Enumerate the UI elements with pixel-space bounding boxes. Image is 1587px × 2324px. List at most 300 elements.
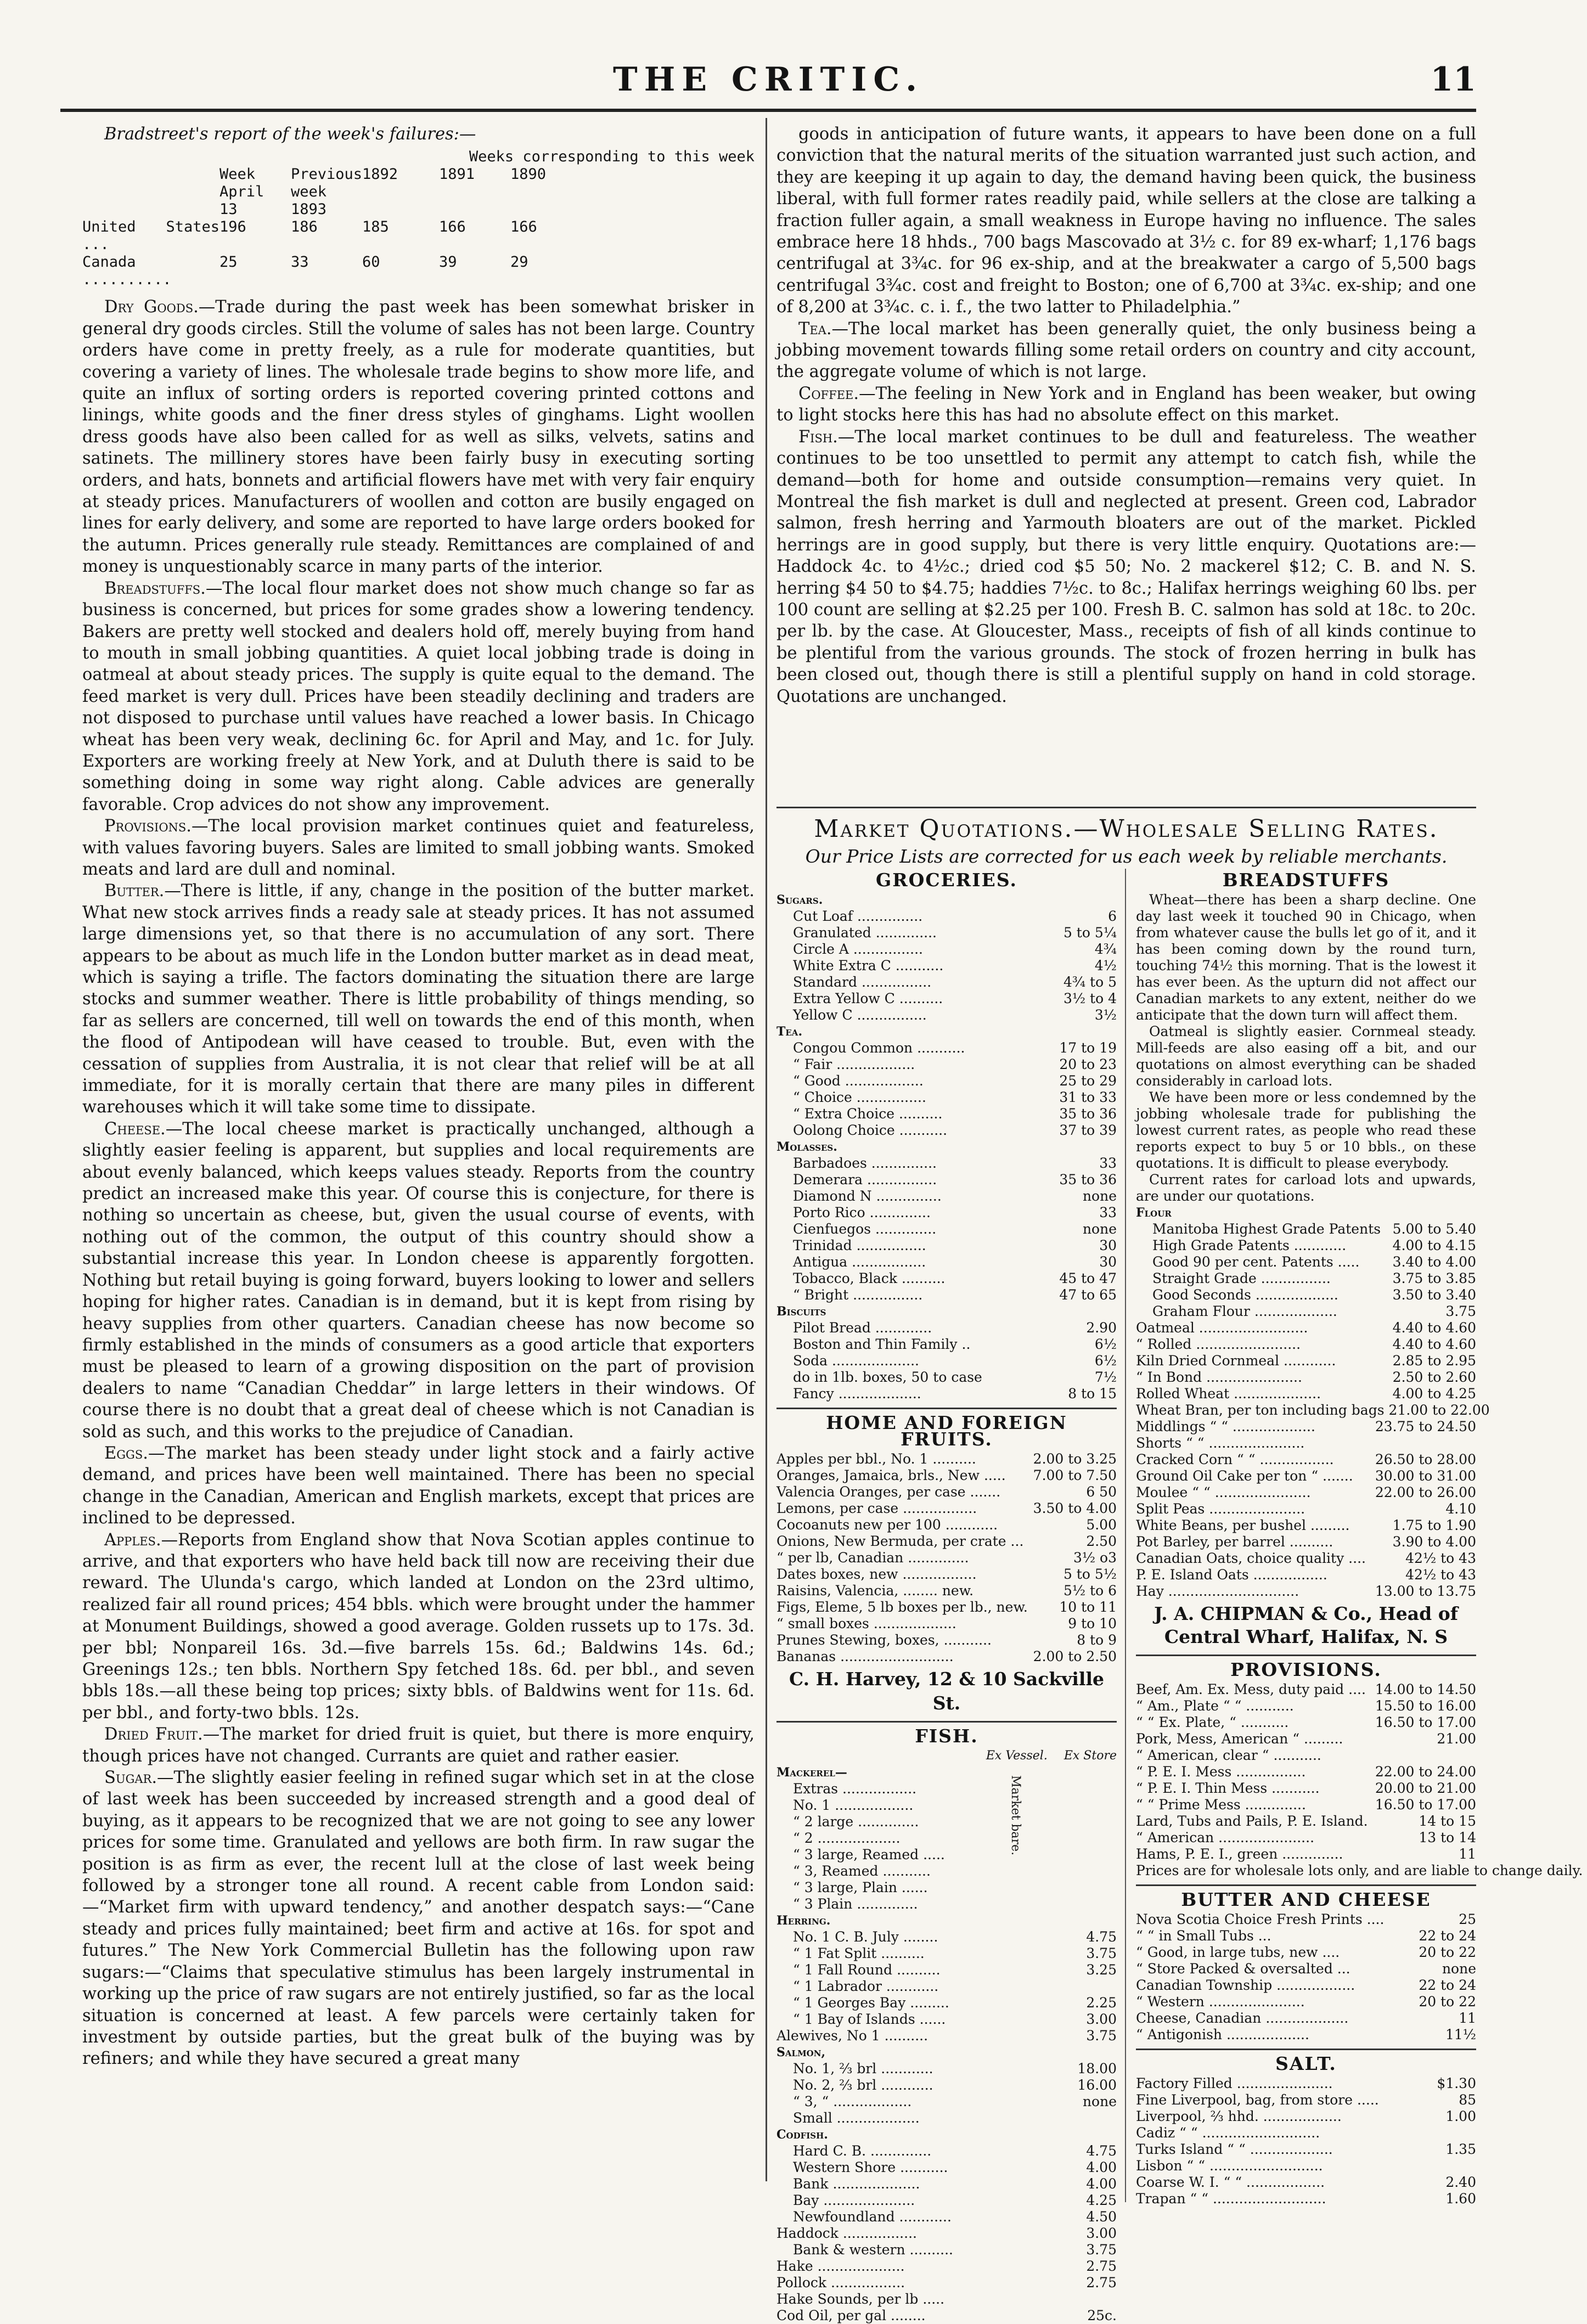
grocery-item: Oolong Choice ........... [793, 1122, 948, 1138]
fish-item: “ 3, Reamed ........... [793, 1863, 931, 1879]
grocery-price: 47 to 65 [1059, 1287, 1117, 1303]
breadstuff-item: High Grade Patents ............ [1152, 1237, 1347, 1253]
fish-price: 4.00 [1086, 2159, 1117, 2175]
provision-item: “ American ...................... [1136, 1830, 1315, 1845]
fruit-row [776, 1467, 1117, 1484]
quotation-right-column [1136, 869, 1583, 2207]
article-paragraph [82, 1443, 755, 1529]
grocery-price: 4¾ to 5 [1063, 974, 1117, 990]
grocery-price: 25 to 29 [1059, 1073, 1117, 1089]
fruit-item: Lemons, per case ................. [776, 1500, 977, 1516]
fish-price [1112, 1863, 1117, 1880]
grocery-row [776, 1386, 1117, 1402]
fruit-item: Raisins, Valencia, ........ new. [776, 1583, 974, 1599]
article-paragraph [776, 383, 1476, 426]
fruit-price: 6 50 [1086, 1484, 1117, 1500]
fish-row [776, 2192, 1117, 2209]
fish-price: 2.75 [1086, 2258, 1117, 2274]
fruit-price: 3.50 to 4.00 [1033, 1500, 1117, 1516]
salt-row [1136, 2075, 1476, 2092]
grocery-item: Granulated .............. [793, 925, 937, 941]
butter-cheese-row [1136, 1977, 1476, 1994]
fruit-item: Cocoanuts new per 100 ............ [776, 1517, 998, 1533]
grocery-price: 5 to 5¼ [1063, 925, 1117, 941]
breadstuff-row [1136, 1303, 1476, 1320]
grocery-row [776, 1320, 1117, 1336]
fish-item: No. 2, ⅔ brl ............ [793, 2077, 933, 2093]
grocery-row [776, 1287, 1117, 1303]
fish-row [776, 1814, 1117, 1830]
failures-intro: Bradstreet's report of the week's failures:— [104, 125, 476, 144]
butter-cheese-item: “ Western ...................... [1136, 1994, 1305, 2010]
breadstuff-price: 4.10 [1445, 1501, 1476, 1517]
breadstuffs-heading: BREADSTUFFS [1222, 869, 1390, 891]
butter-cheese-list [1136, 1911, 1476, 2043]
fish-price [1112, 1814, 1117, 1830]
grocery-price [1112, 1023, 1117, 1040]
breadstuff-item: Oatmeal ......................... [1136, 1320, 1308, 1336]
fish-item: Herring. [776, 1914, 831, 1928]
provisions-heading: PROVISIONS. [1230, 1659, 1382, 1680]
failures-subheader: Weeks corresponding to this week [469, 148, 755, 166]
fish-item: No. 1 .................. [793, 1797, 914, 1813]
fish-price: 4.00 [1086, 2176, 1117, 2192]
grocery-price: 7½ [1094, 1369, 1117, 1385]
breadstuff-row [1136, 1353, 1476, 1369]
article-heading: Dry Goods. [104, 297, 199, 317]
breadstuff-row [1136, 1484, 1476, 1501]
breadstuff-row [1136, 1435, 1476, 1451]
butter-cheese-price: none [1442, 1961, 1476, 1977]
fruit-price: 9 to 10 [1068, 1616, 1117, 1631]
failures-cell: 196 [220, 218, 246, 236]
fish-price [1112, 1830, 1117, 1847]
article-text: —Reports from England show that Nova Scotian apples continue to arrive, and that exporters who have held back till now are receiving their due reward. The Ulunda's cargo, which landed at London on the 23rd ultimo, realized fair all round prices; 454 bbls. which were brought under the hammer at Monument Buildings, showed a good average. Golden russets up to 17s. 3d. per bbl; Nonpareil 16s. 3d.—five barrels 15s. 6d.; Baldwins 14s. 6d.; Greenings 12s.; ten bbls. Northern Spy fetched 18s. 6d. per bbl., and seven bbls 18s.—all these being top prices; sixty bbls. of Baldwins went for 11s. 6d. per bbl., and forty-two bbls. 12s. [82, 1530, 755, 1723]
market-subtitle: Our Price Lists are corrected for us each week by reliable merchants. [805, 846, 1448, 867]
breadstuff-item: “ Rolled ........................ [1136, 1336, 1301, 1352]
grocery-row [776, 1237, 1117, 1254]
breadstuff-row [1136, 1567, 1476, 1583]
fruit-item: Onions, New Bermuda, per crate ... [776, 1533, 1024, 1549]
grocery-item: “ Extra Choice .......... [793, 1106, 943, 1122]
fish-row [776, 1912, 1117, 1929]
grocery-item: Soda .................... [793, 1353, 919, 1369]
left-column [82, 123, 755, 2070]
fish-row [776, 2126, 1117, 2143]
failures-cell: 166 [439, 218, 466, 236]
fish-price [1112, 1880, 1117, 1896]
article-paragraph [82, 880, 755, 1118]
failures-cell: 166 [510, 218, 537, 236]
fish-row [776, 1880, 1117, 1896]
fruit-item: Oranges, Jamaica, brls., New ..... [776, 1467, 1006, 1483]
fish-item: No. 1 C. B. July ........ [793, 1929, 938, 1945]
fish-row [776, 2291, 1117, 2308]
salt-item: Liverpool, ⅔ hhd. .................. [1136, 2108, 1342, 2124]
grocery-row [776, 1369, 1117, 1386]
breadstuffs-note: We have been more or less condemned by the jobbing wholesale trade for publishing the lowest current rates, as people who read these reports expect to buy 5 or 10 bbls., on these quotations. It is difficult to please everybody. [1136, 1089, 1476, 1171]
fruit-price: 2.00 to 3.25 [1033, 1451, 1117, 1467]
salt-price: 1.35 [1445, 2141, 1476, 2157]
grocery-row [776, 1040, 1117, 1056]
fish-price [1112, 2291, 1117, 2308]
fruit-row [776, 1484, 1117, 1500]
breadstuff-price: 30.00 to 31.00 [1375, 1468, 1476, 1484]
failures-col-header: 1890 [510, 166, 547, 183]
breadstuff-item: Flour [1136, 1206, 1172, 1220]
grocery-price: 4½ [1094, 958, 1117, 974]
fruit-item: Dates boxes, new ................. [776, 1566, 977, 1582]
fish-row [776, 1847, 1117, 1863]
article-paragraph [82, 815, 755, 880]
fish-row [776, 2061, 1117, 2077]
article-heading: Provisions. [104, 817, 192, 836]
grocery-item: Boston and Thin Family .. [793, 1336, 971, 1352]
fruit-dealer: C. H. Harvey, 12 & 10 Sackville St. [789, 1668, 1104, 1714]
grocery-price [1112, 1303, 1117, 1320]
fish-row [776, 1830, 1117, 1847]
breadstuff-price: 4.00 to 4.25 [1392, 1386, 1476, 1402]
failures-col-header: 1892 [362, 166, 398, 183]
salt-row [1136, 2092, 1476, 2108]
grocery-row [776, 1007, 1117, 1023]
fish-price [1112, 1781, 1117, 1797]
grocery-price: 30 [1099, 1237, 1117, 1253]
breadstuff-price: 5.00 to 5.40 [1392, 1221, 1476, 1237]
breadstuffs-dealer-line2: Central Wharf, Halifax, N. S [1164, 1626, 1448, 1647]
fish-item: No. 1, ⅔ brl ............ [793, 2061, 933, 2077]
failures-row-label: United States ... [82, 218, 220, 254]
grocery-row [776, 991, 1117, 1007]
butter-cheese-row [1136, 1911, 1476, 1928]
butter-cheese-item: “ Good, in large tubs, new .... [1136, 1944, 1340, 1960]
fish-item: Mackerel— [776, 1765, 847, 1780]
provision-price: 20.00 to 21.00 [1375, 1780, 1476, 1796]
provision-item: “ “ Prime Mess .............. [1136, 1797, 1306, 1813]
salt-item: Factory Filled ...................... [1136, 2075, 1333, 2091]
fruit-price: 5½ to 6 [1063, 1583, 1117, 1599]
breadstuff-item: Good 90 per cent. Patents ..... [1152, 1254, 1360, 1270]
grocery-row [776, 1205, 1117, 1221]
page-header [60, 60, 1476, 104]
article-heading: Dried Fruit. [104, 1725, 203, 1745]
failures-col-header: Previous week 1893 [291, 166, 363, 218]
butter-cheese-item: Canadian Township .................. [1136, 1977, 1355, 1993]
breadstuff-row [1136, 1287, 1476, 1303]
article-text: —The market has been steady under light stock and a fairly active demand, and prices have been well maintained. There has been no special change in the Canadian, American and English markets, except that prices are inclined to be depressed. [82, 1443, 755, 1528]
failures-cell: 33 [291, 254, 309, 271]
journal-title: THE CRITIC. [613, 60, 924, 99]
fruit-item: Bananas .......................... [776, 1648, 954, 1664]
fish-item: Codfish. [776, 2128, 828, 2142]
fish-price: 25c. [1087, 2308, 1117, 2323]
breadstuff-price: 3.40 to 4.00 [1392, 1254, 1476, 1270]
provision-row [1136, 1714, 1476, 1731]
grocery-row [776, 1221, 1117, 1237]
provision-row [1136, 1764, 1476, 1780]
grocery-item: Circle A ................ [793, 941, 923, 957]
fruit-price: 5.00 [1086, 1517, 1117, 1533]
failures-col-header: 1891 [439, 166, 475, 183]
fish-row [776, 2176, 1117, 2192]
grocery-price: 6 [1108, 908, 1117, 924]
fish-item: Hake Sounds, per lb ..... [776, 2291, 945, 2307]
failures-row-label: Canada .......... [82, 254, 172, 289]
failures-cell: 39 [439, 254, 457, 271]
salt-price: 1.60 [1445, 2191, 1476, 2207]
fish-item: “ 1 Fat Split .......... [793, 1945, 925, 1961]
grocery-row [776, 1303, 1117, 1320]
butter-cheese-row [1136, 1994, 1476, 2010]
butter-cheese-price: 22 to 24 [1419, 1977, 1476, 1993]
quotation-columns [776, 869, 1583, 2323]
fish-row [776, 2242, 1117, 2258]
breadstuff-item: Moulee “ “ ...................... [1136, 1484, 1311, 1500]
provision-price: 15.50 to 16.00 [1375, 1698, 1476, 1714]
grocery-item: “ Bright ................ [793, 1287, 923, 1303]
butter-cheese-price: 11½ [1445, 2027, 1476, 2042]
fish-row [776, 1863, 1117, 1880]
fish-row [776, 1896, 1117, 1912]
breadstuff-row [1136, 1501, 1476, 1517]
grocery-item: “ Choice ................ [793, 1089, 926, 1105]
grocery-row [776, 1056, 1117, 1073]
breadstuff-item: Manitoba Highest Grade Patents [1152, 1221, 1381, 1237]
grocery-row [776, 958, 1117, 974]
article-heading: Butter. [104, 881, 165, 901]
butter-cheese-item: Nova Scotia Choice Fresh Prints .... [1136, 1911, 1385, 1927]
grocery-price: 35 to 36 [1059, 1172, 1117, 1188]
breadstuff-item: Cracked Corn “ “ ................. [1136, 1451, 1334, 1467]
fish-row [776, 2094, 1117, 2110]
article-text: —The slightly easier feeling in refined sugar which set in at the close of last week has been succeeded by increased strength and a good deal of buying, as it appears to be recognized that we are not going to see any lower prices for some time. Granulated and yellows are both firm. In raw sugar the position is as firm as ever, the recent lull at the close of last week being followed by a stronger tone all round. A recent cable from London said:—“Market firm with upward tendency,” and another despatch says:—“Cane steady and prices fully maintained; beet firm and active at 16s. for spot and futures.” The New York Commercial Bulletin has the following upon raw sugars:—“Claims that speculative stimulus has been largely instrumental in working up the price of raw sugars are not entirely justified, so far as the local situation is concerned at least. A few parcels were certainly taken for investment by outside parties, but the great bulk of the buying was by refiners; and while they have secured a great many [82, 1768, 755, 2069]
fish-item: “ 2 ................... [793, 1830, 901, 1846]
fish-item: Bay ..................... [793, 2192, 915, 2208]
grocery-row [776, 1023, 1117, 1040]
grocery-row [776, 1188, 1117, 1205]
salt-item: Turks Island “ “ ................... [1136, 2141, 1333, 2157]
provision-price: 16.50 to 17.00 [1375, 1714, 1476, 1730]
provision-row [1136, 1681, 1476, 1698]
section-rule [1136, 1655, 1476, 1656]
header-rule [60, 109, 1476, 112]
breadstuff-item: White Beans, per bushel ......... [1136, 1517, 1350, 1533]
fish-item: Western Shore ........... [793, 2159, 948, 2175]
groceries-heading: GROCERIES. [876, 869, 1017, 891]
breadstuff-row [1136, 1205, 1476, 1221]
breadstuff-item: Hay .............................. [1136, 1583, 1299, 1599]
grocery-item: Demerara ................ [793, 1172, 937, 1188]
article-heading: Apples. [104, 1530, 161, 1550]
fish-item: “ 3, “ .................. [793, 2094, 912, 2109]
fruit-price: 3½ o3 [1073, 1550, 1117, 1566]
breadstuff-item: P. E. Island Oats ................. [1136, 1567, 1327, 1583]
grocery-price: 3½ [1094, 1007, 1117, 1023]
fish-price: 18.00 [1077, 2061, 1117, 2077]
grocery-item: Biscuits [776, 1304, 826, 1319]
grocery-row [776, 925, 1117, 941]
grocery-price: 30 [1099, 1254, 1117, 1270]
salt-price [1472, 2158, 1476, 2174]
salt-row [1136, 2191, 1476, 2207]
breadstuff-row [1136, 1517, 1476, 1534]
grocery-item: Tea. [776, 1025, 803, 1039]
butter-cheese-price: 20 to 22 [1419, 1994, 1476, 2010]
article-text: goods in anticipation of future wants, it appears to have been done on a full conviction that the natural merits of the situation warranted just such action, and they are keeping it up again to day, the demand having been quick, the business liberal, with full former rates readily paid, while sellers at the close are talking a fraction fuller again, a small weakness in Europe having no influence. The sales embrace here 18 hhds., 700 bags Mascovado at 3½ c. for 89 ex-wharf; 1,176 bags centrifugal at 3¾c. for 96 ex-ship, and at the breakwater a cargo of 5,500 bags centrifugal 3¾c. cost and freight to Boston; one of 6,700 at 3¾c. ex-ship; and one of 8,200 at 3¾c. c. i. f., the two latter to Philadelphia.” [776, 125, 1476, 317]
grocery-price: 37 to 39 [1059, 1122, 1117, 1138]
provision-item: Pork, Mess, American “ ......... [1136, 1731, 1343, 1747]
breadstuff-item: Graham Flour ................... [1152, 1303, 1337, 1319]
butter-cheese-price: 11 [1459, 2010, 1476, 2026]
breadstuff-price: 23.75 to 24.50 [1375, 1419, 1476, 1434]
provision-item: Beef, Am. Ex. Mess, duty paid .... [1136, 1681, 1366, 1697]
breadstuff-price: 4.40 to 4.60 [1392, 1336, 1476, 1352]
grocery-price [1112, 892, 1117, 908]
fish-item: Alewives, No 1 .......... [776, 2028, 928, 2044]
grocery-item: Tobacco, Black .......... [793, 1270, 946, 1286]
salt-price: 1.00 [1445, 2108, 1476, 2124]
provision-row [1136, 1780, 1476, 1797]
fish-heading: FISH. [915, 1725, 978, 1747]
fruit-item: Prunes Stewing, boxes, ........... [776, 1632, 992, 1648]
article-paragraph [82, 1529, 755, 1724]
butter-cheese-row [1136, 1944, 1476, 1961]
fish-price [1112, 2126, 1117, 2143]
fish-item: Hard C. B. .............. [793, 2143, 932, 2159]
grocery-row [776, 1139, 1117, 1155]
page-number: 11 [1430, 60, 1476, 99]
butter-cheese-price: 22 to 24 [1419, 1928, 1476, 1944]
grocery-price [1112, 1139, 1117, 1155]
grocery-item: Molasses. [776, 1140, 837, 1154]
grocery-item: White Extra C ........... [793, 958, 944, 974]
breadstuff-row [1136, 1402, 1490, 1419]
fish-item: “ 1 Bay of Islands ...... [793, 2011, 946, 2027]
grocery-item: Cienfuegos .............. [793, 1221, 937, 1237]
breadstuff-item: Kiln Dried Cornmeal ............ [1136, 1353, 1336, 1369]
failures-cell: 185 [362, 218, 389, 236]
fruit-price: 2.50 [1086, 1533, 1117, 1549]
provision-item: “ Am., Plate “ “ ........... [1136, 1698, 1294, 1714]
salt-price [1472, 2125, 1476, 2141]
fish-item: “ 1 Labrador ............ [793, 1978, 939, 1994]
fish-item: Extras ................. [793, 1781, 917, 1797]
breadstuff-price: 2.50 to 2.60 [1392, 1369, 1476, 1385]
provision-row [1136, 1862, 1583, 1879]
fish-column-headers [776, 1748, 1117, 1764]
grocery-price: none [1082, 1188, 1117, 1204]
grocery-price: 31 to 33 [1059, 1089, 1117, 1105]
fish-row [776, 2044, 1117, 2061]
breadstuff-item: Shorts “ “ ...................... [1136, 1435, 1305, 1451]
provision-item: “ American, clear “ ........... [1136, 1747, 1321, 1763]
grocery-price: 20 to 23 [1059, 1056, 1117, 1072]
fish-item: “ 3 Plain .............. [793, 1896, 918, 1912]
fish-price: none [1082, 2094, 1117, 2109]
fruit-price: 10 to 11 [1059, 1599, 1117, 1615]
article-text: —The market for dried fruit is quiet, but there is more enquiry, though prices have not changed. Currants are quiet and rather easier. [82, 1725, 755, 1766]
salt-list [1136, 2075, 1476, 2207]
grocery-item: Standard ................ [793, 974, 932, 990]
grocery-item: Trinidad ................ [793, 1237, 926, 1253]
fish-item: “ 3 large, Reamed ..... [793, 1847, 945, 1862]
grocery-row [776, 892, 1117, 908]
fruit-price: 7.00 to 7.50 [1033, 1467, 1117, 1483]
butter-cheese-item: “ “ in Small Tubs ... [1136, 1928, 1271, 1944]
butter-cheese-row [1136, 2010, 1476, 2027]
breadstuff-price: 42½ to 43 [1405, 1567, 1476, 1583]
fish-price [1112, 1896, 1117, 1912]
provision-item: Lard, Tubs and Pails, P. E. Island. [1136, 1813, 1368, 1829]
fish-row [776, 2077, 1117, 2094]
fish-row [776, 2275, 1117, 2291]
grocery-row [776, 1089, 1117, 1106]
salt-row [1136, 2158, 1476, 2174]
provision-price: 13 to 14 [1419, 1830, 1476, 1845]
article-text: —The local flour market does not show much change so far as business is concerned, but prices for some grades show a lowering tendency. Bakers are pretty well stocked and dealers hold off, merely buying from hand to mouth in small jobbing quantities. A quiet local jobbing trade is doing in oatmeal at about steady prices. The supply is quite equal to the demand. The feed market is very dull. Prices have been steadily declining and traders are not disposed to purchase until values have reached a lower basis. In Chicago wheat has been very weak, declining 6c. for April and May, and 1c. for July. Exporters are working freely at New York, and at Duluth there is said to be something doing in some way right along. Cable advices are generally favorable. Crop advices do not show any improvement. [82, 578, 755, 814]
fruit-row [776, 1583, 1117, 1599]
quotation-left-column [776, 869, 1117, 2324]
provisions-list [1136, 1681, 1583, 1879]
section-rule [1136, 1884, 1476, 1886]
fish-price [1112, 2044, 1117, 2061]
section-rule [776, 1721, 1117, 1723]
provision-row [1136, 1846, 1476, 1862]
breadstuff-item: Split Peas ...................... [1136, 1501, 1305, 1517]
fish-item: “ 1 Fall Round .......... [793, 1962, 941, 1978]
failures-cell: 29 [510, 254, 528, 271]
fish-price: 4.75 [1086, 1929, 1117, 1945]
right-column-prose [776, 123, 1476, 707]
fruit-row [776, 1500, 1117, 1517]
grocery-row [776, 1106, 1117, 1122]
fish-item: “ 2 large .............. [793, 1814, 919, 1830]
fish-row [776, 1764, 1117, 1781]
provision-row [1136, 1731, 1476, 1747]
provision-item: Hams, P. E. I., green .............. [1136, 1846, 1343, 1862]
breadstuff-item: Rolled Wheat .................... [1136, 1386, 1321, 1402]
fruit-row [776, 1451, 1117, 1467]
fish-item: Bank & western .......... [793, 2242, 954, 2258]
grocery-row [776, 1073, 1117, 1089]
fruit-item: Figs, Eleme, 5 lb boxes per lb., new. [776, 1599, 1028, 1615]
grocery-row [776, 1155, 1117, 1172]
grocery-price: 33 [1099, 1205, 1117, 1220]
grocery-item: Diamond N ............... [793, 1188, 942, 1204]
article-text: —The local market continues to be dull and featureless. The weather continues to be too unsettled to permit any attempt to catch fish, while the demand—both for home and outside consumption—remains very quiet. In Montreal the fish market is dull and neglected at present. Green cod, Labrador salmon, fresh herring and Yarmouth bloaters are out of the market. Pickled herrings are in good supply, but there is very little enquiry. Quotations are:—Haddock 4c. to 4½c.; dried cod $5 50; No. 2 mackerel $12; C. B. and N. S. herring $4 50 to $4.75; haddies 7½c. to 8c.; Halifax herrings weighing 60 lbs. per 100 count are selling at $2.25 per 100. Fresh B. C. salmon has sold at 18c. to 20c. per lb. by the case. At Gloucester, Mass., receipts of fish of all kinds continue to be plentiful from the various grounds. The stock of frozen herring in bulk has been closed out, though there is still a plentiful supply on hand in cold storage. Quotations are unchanged. [776, 427, 1476, 706]
grocery-price: 8 to 15 [1068, 1386, 1117, 1402]
grocery-price: 6½ [1094, 1353, 1117, 1369]
fish-price: 3.00 [1086, 2011, 1117, 2027]
fish-item: Bank .................... [793, 2176, 920, 2192]
breadstuff-price: 3.50 to 3.40 [1392, 1287, 1476, 1303]
salt-row [1136, 2125, 1476, 2141]
fish-row [776, 2258, 1117, 2275]
grocery-item: Yellow C ................ [793, 1007, 927, 1023]
provision-price [1472, 1747, 1476, 1764]
fish-col-store: Ex Store [1063, 1749, 1117, 1763]
failures-cell: 186 [291, 218, 318, 236]
salt-price: $1.30 [1437, 2075, 1476, 2091]
fish-col-vessel: Ex Vessel. [986, 1749, 1048, 1763]
fruit-row [776, 1550, 1117, 1566]
fish-price [1112, 1847, 1117, 1863]
grocery-item: Barbadoes ............... [793, 1155, 937, 1171]
grocery-price: 33 [1099, 1155, 1117, 1171]
column-divider [766, 118, 767, 2181]
salt-price: 85 [1459, 2092, 1476, 2108]
fruits-list [776, 1451, 1117, 1665]
